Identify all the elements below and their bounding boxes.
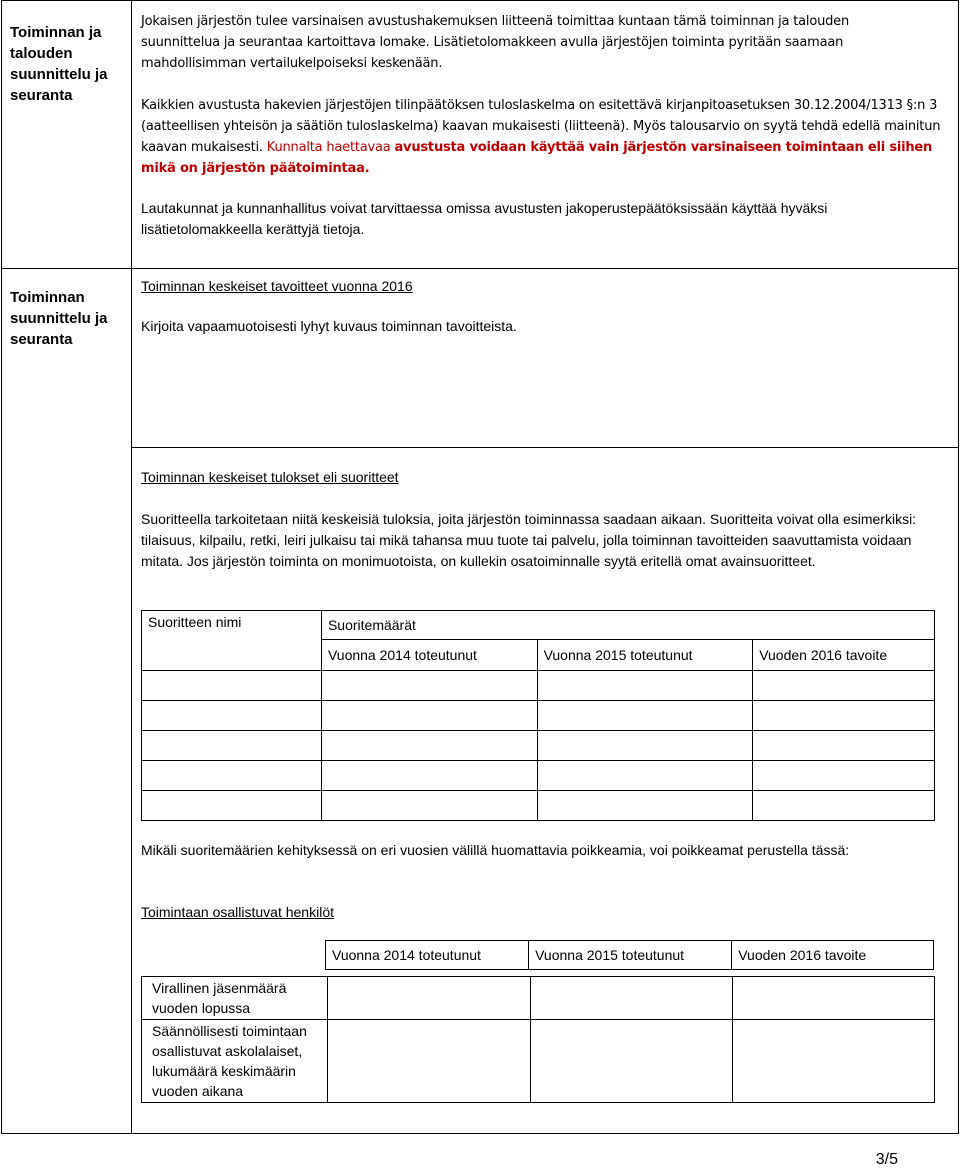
part-year-2014: Vuonna 2014 toteutunut xyxy=(326,941,529,970)
perf-year-2014: Vuonna 2014 toteutunut xyxy=(321,640,537,671)
perf-cell[interactable] xyxy=(753,701,935,731)
perf-cell[interactable] xyxy=(537,701,753,731)
perf-cell[interactable] xyxy=(321,671,537,701)
part-row-members: Virallinen jäsenmäärä vuoden lopussa xyxy=(142,977,328,1020)
deviation-text: Mikäli suoritemäärien kehityksessä on eri vuosien välillä huomattavia poikkeamia, voi poikkeamat perustella tässä: xyxy=(141,842,850,858)
perf-cell[interactable] xyxy=(321,731,537,761)
perf-cell[interactable] xyxy=(753,671,935,701)
perf-cell[interactable] xyxy=(537,731,753,761)
part-year-2015: Vuonna 2015 toteutunut xyxy=(529,941,732,970)
frame-left xyxy=(1,0,2,1134)
goals-box-bottom xyxy=(131,447,959,448)
perf-cell[interactable] xyxy=(321,761,537,791)
perf-cell[interactable] xyxy=(142,791,322,821)
perf-cell[interactable] xyxy=(142,701,322,731)
participants-table xyxy=(141,976,935,1103)
results-heading: Toiminnan keskeiset tulokset eli suoritteet xyxy=(141,469,399,485)
part-cell[interactable] xyxy=(530,1020,732,1103)
part-row-participants: Säännöllisesti toimintaan osallistuvat askolalaiset, lukumäärä keskimäärin vuoden aikana xyxy=(142,1020,328,1103)
perf-cell[interactable] xyxy=(142,761,322,791)
perf-target-2016: Vuoden 2016 tavoite xyxy=(753,640,935,671)
participants-header-table xyxy=(325,940,934,970)
section-divider xyxy=(1,268,959,269)
perf-cell[interactable] xyxy=(321,701,537,731)
perf-col-name: Suoritteen nimi xyxy=(142,611,322,671)
part-cell[interactable] xyxy=(328,1020,530,1103)
goals-instruction: Kirjoita vapaamuotoisesti lyhyt kuvaus toiminnan tavoitteista. xyxy=(141,318,517,334)
boards-paragraph: Lautakunnat ja kunnanhallitus voivat tarvittaessa omissa avustusten jakoperustepäätöksissään käyttää hyväksi lisätietolomakkeella kerättyjä tietoja. xyxy=(141,200,828,237)
results-description: Suoritteella tarkoitetaan niitä keskeisiä tuloksia, joita järjestön toiminnassa saadaan aikaan. Suoritteita voivat olla esimerkiksi: tilaisuus, kilpailu, retki, leiri julkaisu tai mikä tahansa muu tuote tai palvelu, jolla toiminnan tavoitteiden saavuttamista voidaan mitata. Jos järjestön toiminta on monimuotoista, on kullekin osatoiminnalle syytä eritellä omat avainsuoritteet. xyxy=(141,511,917,569)
part-cell[interactable] xyxy=(328,977,530,1020)
page-number: 3/5 xyxy=(875,1151,898,1168)
part-cell[interactable] xyxy=(732,1020,934,1103)
goals-heading: Toiminnan keskeiset tavoitteet vuonna 2016 xyxy=(141,278,413,294)
part-target-2016: Vuoden 2016 tavoite xyxy=(732,941,934,970)
frame-top xyxy=(1,0,959,1)
perf-col-amounts: Suoritemäärät xyxy=(321,611,934,640)
perf-cell[interactable] xyxy=(537,791,753,821)
section-label-planning: Toiminnan suunnittelu ja seuranta xyxy=(10,289,108,348)
column-divider xyxy=(131,0,132,1134)
frame-right xyxy=(958,0,959,1134)
perf-cell[interactable] xyxy=(142,731,322,761)
performance-table xyxy=(141,610,935,821)
income-statement-text: Kaikkien avustusta hakevien järjestöjen tilinpäätöksen tuloslaskelma on esitettävä kirjanpitoasetuksen 30.12.2004/1313 §:n 3 (aatteellisen yhteisön ja säätiön tuloslaskelma) kaavan mukaisesti (liitteenä). Myös talousarvio on syytä tehdä edellä mainitun kaavan mukaisesti. xyxy=(141,98,941,155)
part-cell[interactable] xyxy=(530,977,732,1020)
part-cell[interactable] xyxy=(732,977,934,1020)
income-statement-paragraph xyxy=(141,95,941,179)
perf-cell[interactable] xyxy=(753,761,935,791)
section-label-finance: Toiminnan ja talouden suunnittelu ja seuranta xyxy=(10,24,108,104)
perf-cell[interactable] xyxy=(753,791,935,821)
frame-bottom xyxy=(1,1133,959,1134)
perf-cell[interactable] xyxy=(537,671,753,701)
intro-paragraph: Jokaisen järjestön tulee varsinaisen avustushakemuksen liitteenä toimittaa kuntaan tämä toiminnan ja talouden suunnittelua ja seurantaa kartoittava lomake. Lisätietolomakkeen avulla järjestöjen toiminta pyritään saamaan mahdollisimman vertailukelpoiseksi keskenään. xyxy=(141,14,850,71)
usage-text-bold: avustusta voidaan käyttää vain järjestön varsinaiseen toimintaan eli siihen mikä on järjestön päätoimintaa. xyxy=(141,140,933,176)
perf-cell[interactable] xyxy=(142,671,322,701)
perf-cell[interactable] xyxy=(537,761,753,791)
perf-cell[interactable] xyxy=(753,731,935,761)
goals-input-area[interactable] xyxy=(135,340,955,444)
usage-text-lead: Kunnalta haettavaa xyxy=(266,140,391,155)
perf-year-2015: Vuonna 2015 toteutunut xyxy=(537,640,753,671)
participants-heading: Toimintaan osallistuvat henkilöt xyxy=(141,904,334,920)
perf-cell[interactable] xyxy=(321,791,537,821)
